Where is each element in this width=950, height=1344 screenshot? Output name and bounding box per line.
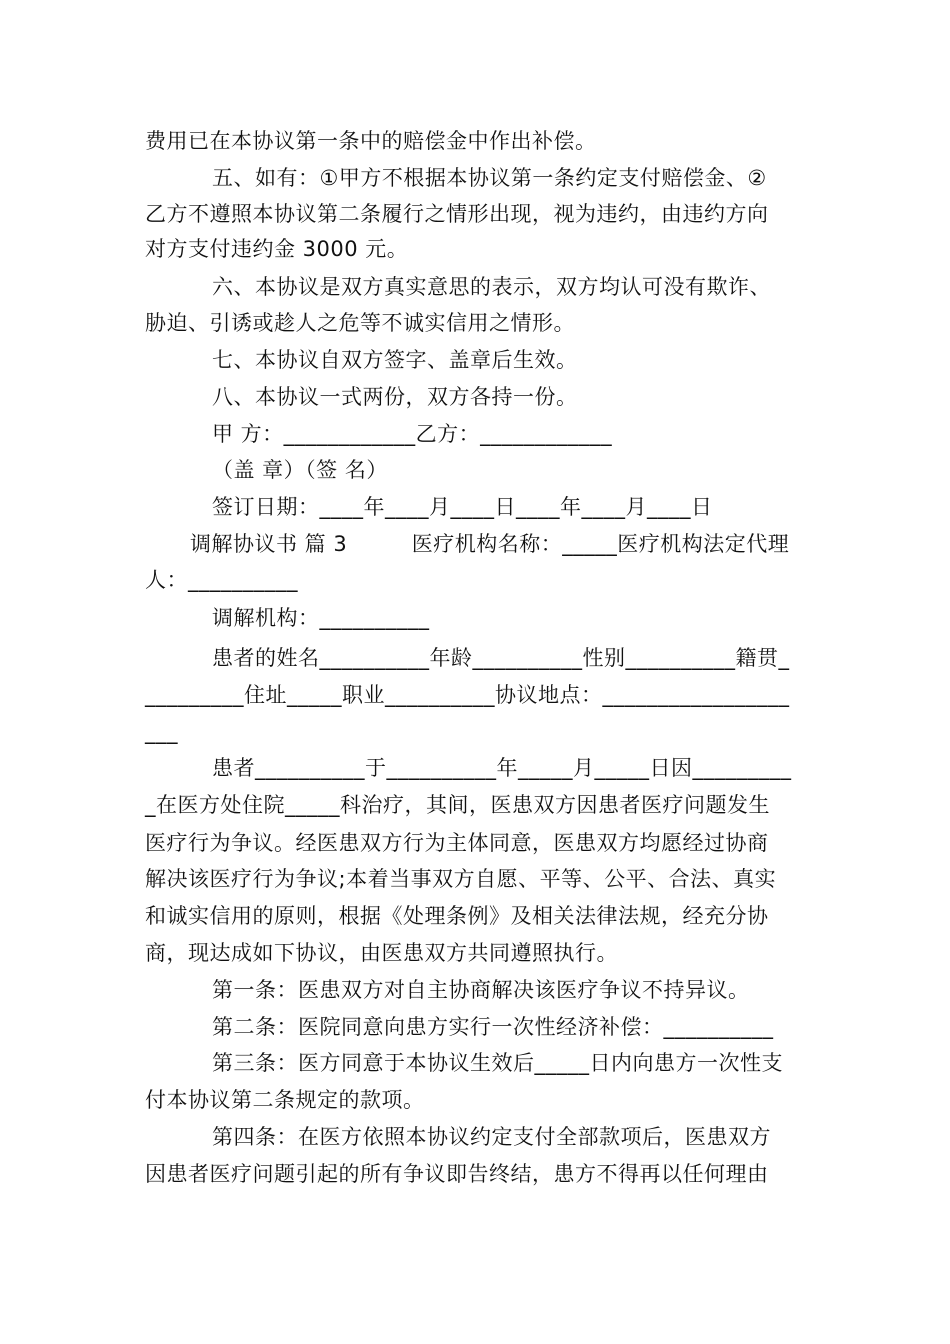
clause-seven: 七、本协议自双方签字、盖章后生效。 [212,348,578,372]
text-line: 解决该医疗行为争议;本着当事双方自愿、平等、公平、合法、真实 [145,867,777,891]
text-line: 人：__________ [145,568,298,592]
clause-eight: 八、本协议一式两份，双方各持一份。 [212,385,578,409]
clause-six: 六、本协议是双方真实意思的表示，双方均认可没有欺诈、 [212,275,771,299]
article-four: 第四条：在医方依照本协议约定支付全部款项后，医患双方 [212,1125,771,1149]
text-line: 因患者医疗问题引起的所有争议即告终结，患方不得再以任何理由 [145,1162,769,1186]
text-line: 费用已在本协议第一条中的赔偿金中作出补偿。 [145,129,597,153]
text-line: 和诚实信用的原则，根据《处理条例》及相关法律法规，经充分协 [145,904,769,928]
text-line: ___ [145,720,178,744]
text-line: 付本协议第二条规定的款项。 [145,1088,425,1112]
seal-sign-line: （盖 章）（签 名） [212,458,388,482]
patient-info-cont: _________住址_____职业__________协议地点：_________________ [145,683,790,707]
article-two: 第二条：医院同意向患方实行一次性经济补偿：__________ [212,1015,774,1039]
signature-parties: 甲 方：____________乙方：____________ [212,422,613,446]
text-line: 医疗行为争议。经医患双方行为主体同意，医患双方均愿经过协商 [145,831,769,855]
article-one: 第一条：医患双方对自主协商解决该医疗争议不持异议。 [212,978,750,1002]
clause-five: 五、如有：①甲方不根据本协议第一条约定支付赔偿金、② [212,166,767,190]
signing-date: 签订日期：____年____月____日____年____月____日 [212,495,713,519]
patient-admission: 患者__________于__________年_____月_____日因_________ [212,756,792,780]
text-line: 商，现达成如下协议，由医患双方共同遵照执行。 [145,941,618,965]
text-line: _在医方处住院_____科治疗，其间，医患双方因患者医疗问题发生 [145,793,770,817]
text-line: 胁迫、引诱或趁人之危等不诚实信用之情形。 [145,311,575,335]
article-three: 第三条：医方同意于本协议生效后_____日内向患方一次性支 [212,1051,783,1075]
patient-info: 患者的姓名__________年龄__________性别__________籍贯_ [212,646,790,670]
section-heading: 调解协议书 篇 3 医疗机构名称：_____医疗机构法定代理 [190,532,790,556]
text-line: 对方支付违约金 3000 元。 [145,237,409,261]
mediation-agency: 调解机构：__________ [212,606,430,630]
text-line: 乙方不遵照本协议第二条履行之情形出现，视为违约，由违约方向 [145,202,769,226]
